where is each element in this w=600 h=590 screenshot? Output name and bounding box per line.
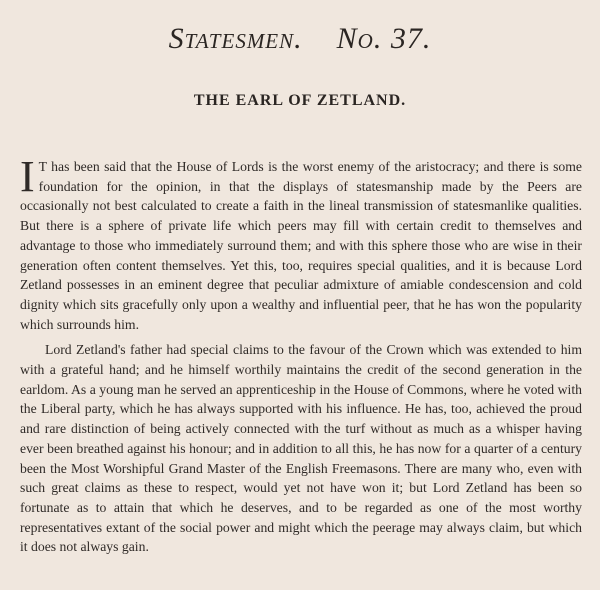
- series-name: Statesmen.: [168, 22, 303, 55]
- series-heading: [0, 22, 600, 56]
- series-number: No. 37.: [336, 22, 432, 55]
- paragraph-2: Lord Zetland's father had special claims to the favour of the Crown which was extended to him with a grateful hand; and he himself worthily maintains the credit of the second generation in the earldom. As a young man he served an apprenticeship in the House of Commons, where he voted with the Liberal party, which he has always supported with his influence. He has, too, achieved the proud and rare distinction of being actively connected with the turf without as much as a whisper having ever been breathed against his honour; and in addition to all this, he has now for a quarter of a century been the Most Worshipful Grand Master of the English Freemasons. There are many who, even with such great claims as these to respect, would yet not have won it; but Lord Zetland has been so fortunate as to attain that which he deserves, and to be regarded as one of the most worthy representatives extant of the social power and might which the peerage may always claim, but which it does not always gain.: [20, 342, 582, 555]
- drop-cap: I: [20, 152, 35, 201]
- article-body: [20, 152, 582, 557]
- paragraph-1: [20, 152, 582, 334]
- article-title: THE EARL OF ZETLAND.: [193, 92, 407, 109]
- paragraph-1-text: T has been said that the House of Lords is the worst enemy of the aristocracy; and there is some foundation for the opinion, in that the displays of statesmanship made by the Peers are occasionally not best calculated to create a faith in the lineal transmission of statesmanlike qualities. But there is a sphere of private life which peers may fill with certain credit to themselves and advantage to those who immediately surround them; and with this sphere those who are wise in their generation often content themselves. Yet this, too, requires special qualities, and it is because Lord Zetland possesses in an eminent degree that peculiar admixture of amiable condescension and cold dignity which sits gracefully only upon a wealthy and influential peer, that he has won the popularity which surrounds him.: [20, 159, 582, 332]
